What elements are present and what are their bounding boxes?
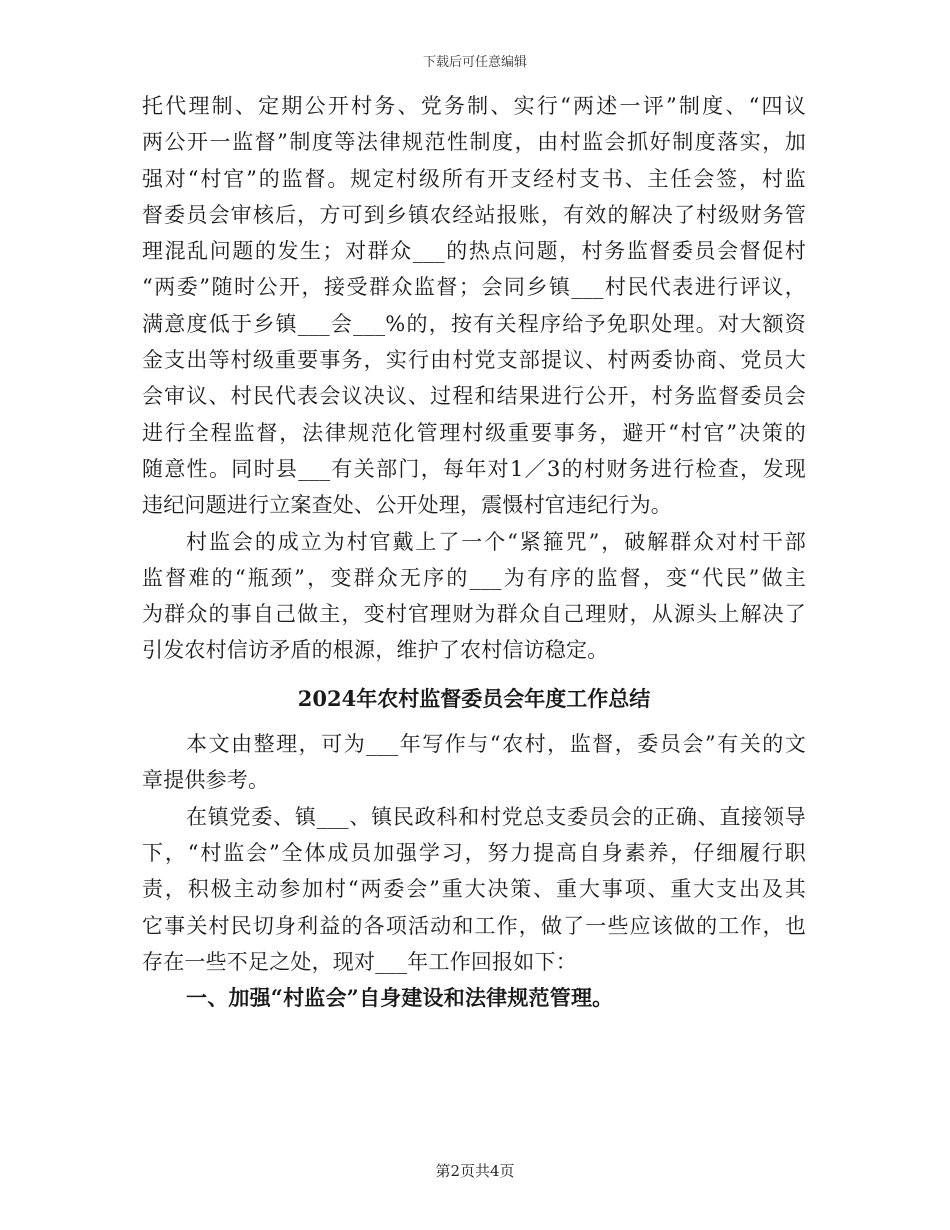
text-line: 在镇党委、镇___、镇民政科和村党总支委员会的正确、直接领导: [186, 804, 806, 829]
paragraph: [142, 524, 806, 669]
text-line: 进行全程监督，法律规范化管理村级重要事务，避开“村官”决策的: [142, 420, 806, 445]
text-line: 满意度低于乡镇___会___%的，按有关程序给予免职处理。对大额资: [142, 311, 806, 336]
text-line: 金支出等村级重要事务，实行由村党支部提议、村两委协商、党员大: [142, 348, 806, 373]
document-title: 2024年农村监督委员会年度工作总结: [297, 685, 651, 711]
text-line: “两委”随时公开，接受群众监督；会同乡镇___村民代表进行评议，: [142, 275, 806, 300]
text-line: 理混乱问题的发生；对群众___的热点问题，村务监督委员会督促村: [142, 239, 806, 264]
text-line: 村监会的成立为村官戴上了一个“紧箍咒”，破解群众对村干部: [186, 529, 806, 554]
text-line: 为群众的事自己做主，变村官理财为群众自己理财，从源头上解决了: [142, 602, 806, 627]
text-line: 随意性。同时县___有关部门，每年对1／3的村财务进行检查，发现: [142, 456, 806, 481]
text-line: 监督难的“瓶颈”，变群众无序的___为有序的监督，变“代民”做主: [142, 565, 806, 590]
text-line: 责，积极主动参加村“两委会”重大决策、重大事项、重大支出及其: [142, 877, 806, 902]
page-footer: 第2页共4页: [435, 1162, 515, 1180]
page-header: 下载后可任意编辑: [422, 55, 527, 70]
text-line: 违纪问题进行立案查处、公开处理，震慑村官违纪行为。: [142, 493, 672, 518]
paragraph: [142, 799, 806, 980]
text-line: 引发农村信访矛盾的根源，维护了农村信访稳定。: [142, 638, 609, 663]
text-line: 两公开一监督”制度等法律规范性制度，由村监会抓好制度落实，加: [142, 130, 806, 155]
text-line: 托代理制、定期公开村务、党务制、实行“两述一评”制度、“四议: [142, 94, 806, 118]
text-line: 督委员会审核后，方可到乡镇农经站报账，有效的解决了村级财务管: [142, 202, 806, 227]
paragraph-intro: [142, 726, 806, 799]
text-line: 会审议、村民代表会议决议、过程和结果进行公开，村务监督委员会: [142, 384, 806, 409]
text-line: 存在一些不足之处，现对___年工作回报如下：: [142, 949, 577, 974]
document-body: [142, 88, 806, 1016]
text-line: 章提供参考。: [142, 768, 270, 793]
section-heading: 一、加强“村监会”自身建设和法律规范管理。: [186, 985, 614, 1011]
text-line: 强对“村官”的监督。规定村级所有开支经村支书、主任会签，村监: [142, 166, 806, 191]
text-line: 下，“村监会”全体成员加强学习，努力提高自身素养，仔细履行职: [142, 840, 806, 865]
paragraph-continued: [142, 88, 806, 524]
text-line: 本文由整理，可为___年写作与“农村，监督，委员会”有关的文: [186, 732, 806, 757]
text-line: 它事关村民切身利益的各项活动和工作，做了一些应该做的工作，也: [142, 913, 806, 938]
